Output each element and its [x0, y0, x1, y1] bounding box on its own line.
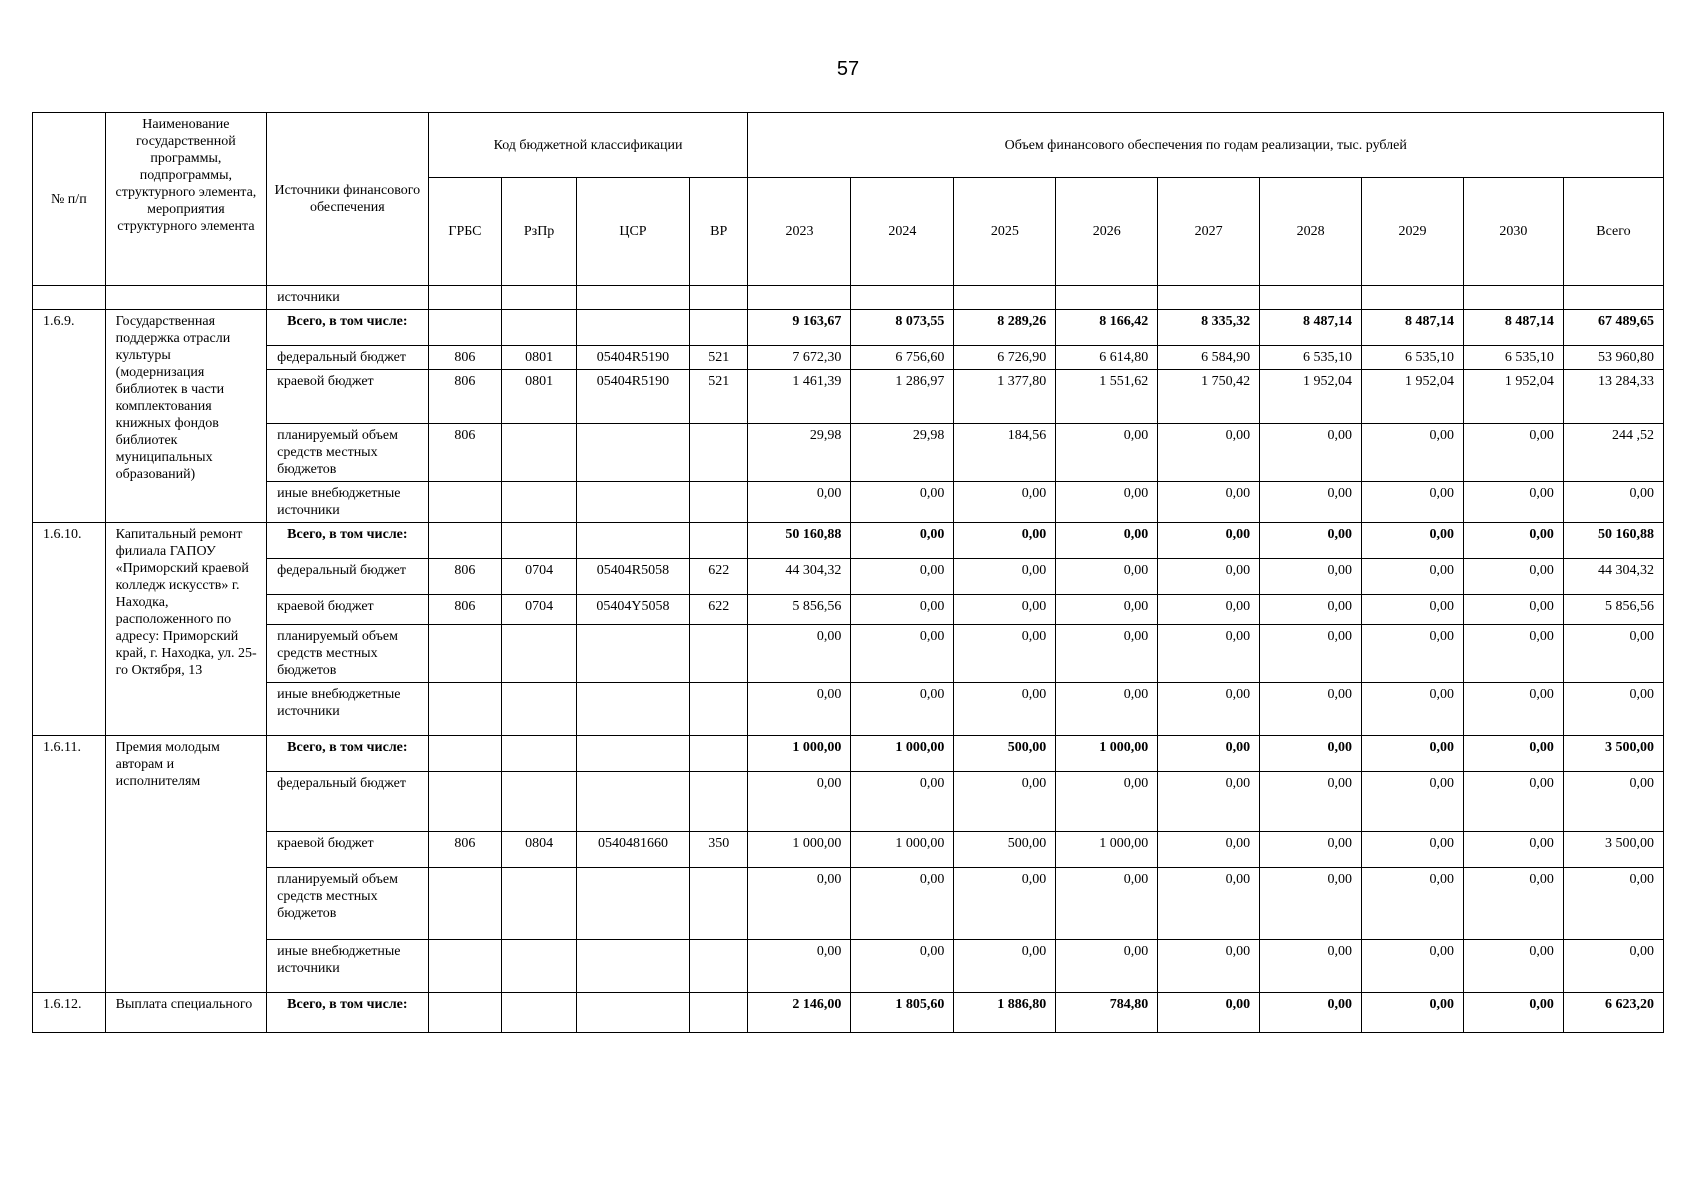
code-csr	[576, 868, 689, 940]
value-2026: 0,00	[1056, 868, 1158, 940]
value-2023: 0,00	[748, 625, 851, 683]
value-2025: 0,00	[954, 772, 1056, 832]
value-2025: 500,00	[954, 736, 1056, 772]
value-2026: 6 614,80	[1056, 346, 1158, 370]
value-2029: 0,00	[1362, 993, 1464, 1033]
code-grbs: 806	[428, 346, 502, 370]
value-2029: 0,00	[1362, 424, 1464, 482]
value-2029: 0,00	[1362, 559, 1464, 595]
header-year-2027: 2027	[1158, 178, 1260, 286]
code-rzpr	[502, 993, 577, 1033]
value-2030: 0,00	[1463, 559, 1563, 595]
value-total: 0,00	[1563, 625, 1663, 683]
value-2030: 0,00	[1463, 523, 1563, 559]
value-2024: 0,00	[851, 625, 954, 683]
value-2027: 0,00	[1158, 832, 1260, 868]
code-grbs	[428, 625, 502, 683]
value-total: 244 ,52	[1563, 424, 1663, 482]
value-2023: 9 163,67	[748, 310, 851, 346]
code-csr	[576, 736, 689, 772]
code-csr: 05404R5058	[576, 559, 689, 595]
value-2029: 0,00	[1362, 868, 1464, 940]
code-grbs	[428, 993, 502, 1033]
code-grbs: 806	[428, 559, 502, 595]
value-total: 67 489,65	[1563, 310, 1663, 346]
table-row	[33, 940, 1664, 993]
value-2023: 50 160,88	[748, 523, 851, 559]
value-total: 53 960,80	[1563, 346, 1663, 370]
value-2024: 1 000,00	[851, 736, 954, 772]
table-row	[33, 424, 1664, 482]
value-2030: 0,00	[1463, 595, 1563, 625]
table-row	[33, 736, 1664, 772]
value-2027: 0,00	[1158, 625, 1260, 683]
value-2027: 0,00	[1158, 772, 1260, 832]
value-2027: 6 584,90	[1158, 346, 1260, 370]
value-2023: 1 000,00	[748, 832, 851, 868]
value-2023: 0,00	[748, 868, 851, 940]
value-2028: 0,00	[1260, 559, 1362, 595]
value-2029: 0,00	[1362, 595, 1464, 625]
source-label: иные внебюджетные источники	[267, 683, 428, 736]
value-2025: 1 886,80	[954, 993, 1056, 1033]
value-2028: 0,00	[1260, 683, 1362, 736]
table-row	[33, 772, 1664, 832]
value-2025: 6 726,90	[954, 346, 1056, 370]
value-2023: 1 461,39	[748, 370, 851, 424]
value-2030: 0,00	[1463, 832, 1563, 868]
value-2023: 0,00	[748, 772, 851, 832]
value-2028: 0,00	[1260, 482, 1362, 523]
value-2030: 1 952,04	[1463, 370, 1563, 424]
code-vr: 622	[689, 559, 748, 595]
value-2027: 0,00	[1158, 993, 1260, 1033]
table-row	[33, 559, 1664, 595]
value-2028: 0,00	[1260, 940, 1362, 993]
table-row	[33, 625, 1664, 683]
header-year-2029: 2029	[1362, 178, 1464, 286]
value-2024: 0,00	[851, 559, 954, 595]
code-csr	[576, 940, 689, 993]
code-grbs: 806	[428, 595, 502, 625]
value-2025: 0,00	[954, 625, 1056, 683]
value-2029: 1 952,04	[1362, 370, 1464, 424]
code-vr	[689, 772, 748, 832]
code-csr	[576, 683, 689, 736]
page-number: 57	[836, 58, 860, 80]
source-label: федеральный бюджет	[267, 346, 428, 370]
value-2026: 0,00	[1056, 559, 1158, 595]
value-total: 50 160,88	[1563, 523, 1663, 559]
section-name: Государственная поддержка отрасли культуры (модернизация библиотек в части комплектования книжных фондов библиотек муниципальных образований)	[105, 310, 266, 523]
value-2030: 0,00	[1463, 940, 1563, 993]
value-2026: 784,80	[1056, 993, 1158, 1033]
table-row	[33, 683, 1664, 736]
value-2026: 0,00	[1056, 940, 1158, 993]
value-2028: 0,00	[1260, 736, 1362, 772]
header-years-group: Объем финансового обеспечения по годам реализации, тыс. рублей	[748, 113, 1664, 178]
value-2023: 0,00	[748, 683, 851, 736]
code-csr: 05404R5190	[576, 346, 689, 370]
value-2026: 1 000,00	[1056, 832, 1158, 868]
code-rzpr	[502, 625, 577, 683]
value-2027: 0,00	[1158, 868, 1260, 940]
code-vr: 521	[689, 346, 748, 370]
value-2028: 0,00	[1260, 868, 1362, 940]
header-csr: ЦСР	[576, 178, 689, 286]
code-rzpr	[502, 940, 577, 993]
value-2030: 0,00	[1463, 772, 1563, 832]
value-2025: 0,00	[954, 868, 1056, 940]
value-2024: 29,98	[851, 424, 954, 482]
table-row	[33, 832, 1664, 868]
source-label: федеральный бюджет	[267, 559, 428, 595]
section-number: 1.6.10.	[33, 523, 106, 736]
value-total: 3 500,00	[1563, 736, 1663, 772]
source-label: планируемый объем средств местных бюджетов	[267, 625, 428, 683]
table-row	[33, 310, 1664, 346]
value-2024: 6 756,60	[851, 346, 954, 370]
value-2025: 0,00	[954, 523, 1056, 559]
value-2030: 8 487,14	[1463, 310, 1563, 346]
value-2029: 0,00	[1362, 940, 1464, 993]
value-total: 44 304,32	[1563, 559, 1663, 595]
table-header	[33, 113, 1664, 286]
code-rzpr: 0704	[502, 559, 577, 595]
code-csr	[576, 310, 689, 346]
table-row	[33, 868, 1664, 940]
value-2027: 0,00	[1158, 424, 1260, 482]
value-2027: 0,00	[1158, 940, 1260, 993]
code-csr	[576, 772, 689, 832]
code-rzpr	[502, 482, 577, 523]
code-csr: 0540481660	[576, 832, 689, 868]
code-rzpr	[502, 683, 577, 736]
value-2029: 8 487,14	[1362, 310, 1464, 346]
code-vr	[689, 482, 748, 523]
code-rzpr	[502, 523, 577, 559]
value-total: 0,00	[1563, 868, 1663, 940]
carry-over-row	[33, 286, 1664, 310]
source-label: иные внебюджетные источники	[267, 482, 428, 523]
value-total: 5 856,56	[1563, 595, 1663, 625]
value-2029: 6 535,10	[1362, 346, 1464, 370]
value-2026: 0,00	[1056, 523, 1158, 559]
code-rzpr: 0801	[502, 370, 577, 424]
value-2026: 0,00	[1056, 683, 1158, 736]
value-total: 13 284,33	[1563, 370, 1663, 424]
value-2024: 0,00	[851, 523, 954, 559]
code-rzpr	[502, 310, 577, 346]
header-col-name: Наименование государственной программы, подпрограммы, структурного элемента, мероприятия структурного элемента	[105, 113, 266, 286]
value-2027: 0,00	[1158, 683, 1260, 736]
code-grbs	[428, 482, 502, 523]
source-label: федеральный бюджет	[267, 772, 428, 832]
code-csr	[576, 482, 689, 523]
value-2029: 0,00	[1362, 832, 1464, 868]
code-grbs	[428, 310, 502, 346]
header-code-group: Код бюджетной классификации	[428, 113, 748, 178]
financing-table	[32, 112, 1664, 1033]
code-vr: 521	[689, 370, 748, 424]
code-csr	[576, 625, 689, 683]
header-rzpr: РзПр	[502, 178, 577, 286]
header-year-2023: 2023	[748, 178, 851, 286]
code-vr: 622	[689, 595, 748, 625]
value-2028: 0,00	[1260, 772, 1362, 832]
header-vr: ВР	[689, 178, 748, 286]
value-2030: 0,00	[1463, 625, 1563, 683]
value-2024: 0,00	[851, 940, 954, 993]
code-vr	[689, 736, 748, 772]
header-grbs: ГРБС	[428, 178, 502, 286]
code-rzpr	[502, 424, 577, 482]
value-2030: 0,00	[1463, 736, 1563, 772]
value-2026: 0,00	[1056, 595, 1158, 625]
value-2028: 0,00	[1260, 523, 1362, 559]
value-2030: 0,00	[1463, 993, 1563, 1033]
table-row	[33, 523, 1664, 559]
value-2024: 8 073,55	[851, 310, 954, 346]
carry-over-source: источники	[267, 286, 428, 310]
value-2030: 0,00	[1463, 482, 1563, 523]
table-row	[33, 346, 1664, 370]
value-2029: 0,00	[1362, 482, 1464, 523]
section-name: Капитальный ремонт филиала ГАПОУ «Приморский краевой колледж искусств» г. Находка, расположенного по адресу: Приморский край, г. Находка, ул. 25-го Октября, 13	[105, 523, 266, 736]
code-rzpr: 0801	[502, 346, 577, 370]
code-vr	[689, 625, 748, 683]
value-2029: 0,00	[1362, 523, 1464, 559]
source-label: планируемый объем средств местных бюджетов	[267, 424, 428, 482]
code-grbs	[428, 940, 502, 993]
value-2024: 0,00	[851, 482, 954, 523]
value-2026: 0,00	[1056, 424, 1158, 482]
value-2027: 0,00	[1158, 523, 1260, 559]
value-2030: 6 535,10	[1463, 346, 1563, 370]
value-2025: 0,00	[954, 940, 1056, 993]
code-vr	[689, 310, 748, 346]
section-number: 1.6.9.	[33, 310, 106, 523]
value-2023: 29,98	[748, 424, 851, 482]
value-2025: 0,00	[954, 482, 1056, 523]
value-2024: 0,00	[851, 683, 954, 736]
header-year-2030: 2030	[1463, 178, 1563, 286]
code-csr	[576, 523, 689, 559]
section-number: 1.6.12.	[33, 993, 106, 1033]
value-2025: 0,00	[954, 595, 1056, 625]
code-vr	[689, 993, 748, 1033]
code-grbs	[428, 772, 502, 832]
value-2030: 0,00	[1463, 424, 1563, 482]
section-name: Выплата специального	[105, 993, 266, 1033]
header-col-num: № п/п	[33, 113, 106, 286]
value-2027: 0,00	[1158, 736, 1260, 772]
code-grbs	[428, 523, 502, 559]
value-2023: 0,00	[748, 940, 851, 993]
header-year-2025: 2025	[954, 178, 1056, 286]
code-vr	[689, 940, 748, 993]
value-2028: 8 487,14	[1260, 310, 1362, 346]
value-2026: 1 551,62	[1056, 370, 1158, 424]
header-col-source: Источники финансового обеспечения	[267, 113, 428, 286]
value-2028: 0,00	[1260, 595, 1362, 625]
source-total-label: Всего, в том числе:	[267, 523, 428, 559]
code-grbs: 806	[428, 424, 502, 482]
table-body	[33, 286, 1664, 1033]
code-grbs: 806	[428, 370, 502, 424]
value-2029: 0,00	[1362, 772, 1464, 832]
code-csr	[576, 424, 689, 482]
header-year-2024: 2024	[851, 178, 954, 286]
code-vr	[689, 868, 748, 940]
section-number: 1.6.11.	[33, 736, 106, 993]
source-total-label: Всего, в том числе:	[267, 310, 428, 346]
value-2024: 0,00	[851, 595, 954, 625]
code-rzpr	[502, 736, 577, 772]
value-2028: 0,00	[1260, 625, 1362, 683]
value-2023: 0,00	[748, 482, 851, 523]
source-total-label: Всего, в том числе:	[267, 736, 428, 772]
value-2028: 0,00	[1260, 424, 1362, 482]
source-label: краевой бюджет	[267, 595, 428, 625]
value-2028: 6 535,10	[1260, 346, 1362, 370]
value-2024: 0,00	[851, 772, 954, 832]
section-name: Премия молодым авторам и исполнителям	[105, 736, 266, 993]
value-total: 3 500,00	[1563, 832, 1663, 868]
code-grbs: 806	[428, 832, 502, 868]
value-2025: 0,00	[954, 559, 1056, 595]
value-total: 0,00	[1563, 482, 1663, 523]
table-row	[33, 993, 1664, 1033]
source-label: краевой бюджет	[267, 370, 428, 424]
value-2025: 184,56	[954, 424, 1056, 482]
code-grbs	[428, 868, 502, 940]
header-total: Всего	[1563, 178, 1663, 286]
value-2027: 0,00	[1158, 482, 1260, 523]
value-2027: 0,00	[1158, 595, 1260, 625]
value-2025: 0,00	[954, 683, 1056, 736]
value-2023: 44 304,32	[748, 559, 851, 595]
value-2028: 0,00	[1260, 832, 1362, 868]
header-year-2028: 2028	[1260, 178, 1362, 286]
source-label: краевой бюджет	[267, 832, 428, 868]
table-row	[33, 595, 1664, 625]
value-2024: 1 805,60	[851, 993, 954, 1033]
value-2026: 0,00	[1056, 772, 1158, 832]
value-2026: 1 000,00	[1056, 736, 1158, 772]
value-2024: 1 000,00	[851, 832, 954, 868]
source-total-label: Всего, в том числе:	[267, 993, 428, 1033]
value-2023: 5 856,56	[748, 595, 851, 625]
value-2024: 0,00	[851, 868, 954, 940]
header-year-2026: 2026	[1056, 178, 1158, 286]
value-2027: 0,00	[1158, 559, 1260, 595]
value-total: 6 623,20	[1563, 993, 1663, 1033]
value-2023: 7 672,30	[748, 346, 851, 370]
code-rzpr	[502, 772, 577, 832]
value-2029: 0,00	[1362, 736, 1464, 772]
code-rzpr: 0804	[502, 832, 577, 868]
value-2030: 0,00	[1463, 683, 1563, 736]
value-2025: 500,00	[954, 832, 1056, 868]
table-row	[33, 370, 1664, 424]
value-2030: 0,00	[1463, 868, 1563, 940]
table-row	[33, 482, 1664, 523]
code-csr	[576, 993, 689, 1033]
source-label: планируемый объем средств местных бюджетов	[267, 868, 428, 940]
value-2026: 8 166,42	[1056, 310, 1158, 346]
value-2028: 0,00	[1260, 993, 1362, 1033]
code-grbs	[428, 683, 502, 736]
value-2027: 8 335,32	[1158, 310, 1260, 346]
value-total: 0,00	[1563, 772, 1663, 832]
value-2026: 0,00	[1056, 482, 1158, 523]
value-2028: 1 952,04	[1260, 370, 1362, 424]
value-2026: 0,00	[1056, 625, 1158, 683]
source-label: иные внебюджетные источники	[267, 940, 428, 993]
value-2023: 2 146,00	[748, 993, 851, 1033]
code-rzpr: 0704	[502, 595, 577, 625]
value-2029: 0,00	[1362, 683, 1464, 736]
code-rzpr	[502, 868, 577, 940]
code-csr: 05404Y5058	[576, 595, 689, 625]
value-2023: 1 000,00	[748, 736, 851, 772]
value-2029: 0,00	[1362, 625, 1464, 683]
value-2025: 8 289,26	[954, 310, 1056, 346]
code-vr	[689, 523, 748, 559]
value-total: 0,00	[1563, 940, 1663, 993]
value-total: 0,00	[1563, 683, 1663, 736]
code-grbs	[428, 736, 502, 772]
value-2025: 1 377,80	[954, 370, 1056, 424]
code-vr	[689, 683, 748, 736]
value-2027: 1 750,42	[1158, 370, 1260, 424]
code-vr: 350	[689, 832, 748, 868]
value-2024: 1 286,97	[851, 370, 954, 424]
code-vr	[689, 424, 748, 482]
code-csr: 05404R5190	[576, 370, 689, 424]
